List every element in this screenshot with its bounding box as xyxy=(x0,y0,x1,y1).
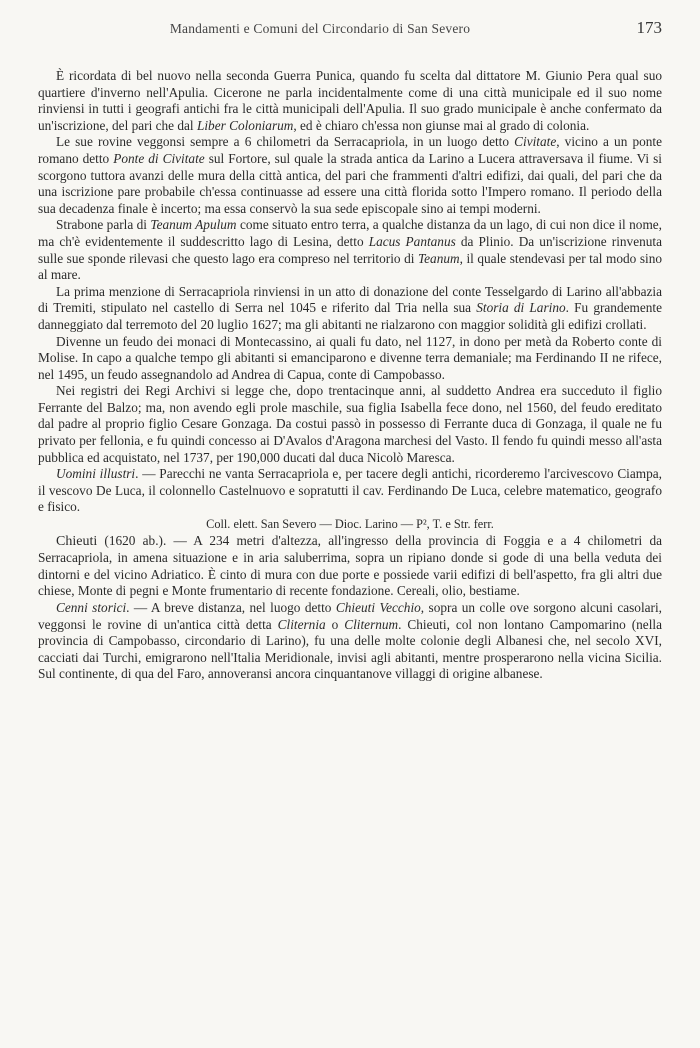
entry-name: Chieuti xyxy=(56,533,98,549)
paragraph: Le sue rovine veggonsi sempre a 6 chilometri da Serracapriola, in un luogo detto Civitate, vicino a un ponte romano detto Ponte di Civitate sul Fortore, sul quale la strada antica da Larino a Lucera attraversava il fiume. Vi si scorgono tuttora avanzi delle mura della città antica, del pari che frammenti d'altri edifizi, dai quali, del pari che da una iscrizione pare probabile ch'essa continuasse ad essere una città florida sotto l'Impero romano. Il periodo della sua decadenza finale è incerto; ma essa conservò la sua sede episcopale sino ai tempi moderni. xyxy=(38,134,663,216)
paragraph: Cenni storici. — A breve distanza, nel luogo detto Chieuti Vecchio, sopra un colle ove sorgono alcuni casolari, veggonsi le rovine di un'antica città detta Cliternia o Cliternum. Chieuti, col non lontano Campomarino (nella provincia di Campobasso, circondario di Larino), fu una delle molte colonie degli Albanesi che, nel secolo XVI, cacciati dai Turchi, emigrarono nell'Italia Meridionale, invisi agli abitanti, mentre prosperarono nella vicina Sicilia. Sul continente, di qua del Faro, annoveransi ancora cinquantanove villaggi di origine albanese. xyxy=(38,600,662,682)
paragraph: La prima menzione di Serracapriola rinviensi in un atto di donazione del conte Tesselgardo di Larino all'abbazia di Tremiti, stipulato nel castello di Serra nel 1045 e riferito dal Tria nella sua Storia di Larino. Fu grandemente danneggiato dal terremoto del 20 luglio 1627; ma gli abitanti ne rialzarono con maggior solidità gli edifizi crollati. xyxy=(38,283,662,332)
italic-place: Teanum Apulum xyxy=(150,217,237,233)
italic-place: Cliternia xyxy=(277,616,326,632)
italic-place: Lacus Pantanus xyxy=(368,233,456,249)
paragraph: Chieuti (1620 ab.). — A 234 metri d'altezza, all'ingresso della provincia di Foggia e a 4 chilometri da Serracapriola, in amena situazione e in aria saluberrima, sopra un ripiano donde si gode di una bella veduta dei dintorni e del vicino Adriatico. È cinto di mura con due porte e possiede varii edifizi di bell'aspetto, fra gli altri due chiese, Monte di pegni e Monte frumentario di recente fondazione. Cereali, olio, bestiame. xyxy=(38,532,662,599)
italic-heading: Uomini illustri xyxy=(56,466,136,482)
electoral-info: Coll. elett. San Severo — Dioc. Larino — P², T. e Str. ferr. xyxy=(206,517,494,532)
paragraph: Strabone parla di Teanum Apulum come situato entro terra, a qualche distanza da un lago, di cui non dice il nome, ma ch'è evidentemente il suddescritto lago di Lesina, detto Lacus Pantanus da Plinio. Da un'iscrizione rinvenuta sulle sue sponde rilevasi che questo lago era compreso nel territorio di Teanum, il quale stendevasi per tal modo sino al mare. xyxy=(38,217,663,283)
page-header xyxy=(38,18,662,42)
paragraph: Uomini illustri. — Parecchi ne vanta Serracapriola e, per tacere degli antichi, ricorderemo l'arcivescovo Ciampa, il vescovo De Luca, il colonnello Castelnuovo e sopratutti il cav. Ferdinando De Luca, celebre matematico, geografo e fisico. xyxy=(38,466,662,515)
italic-title: Storia di Larino xyxy=(476,300,566,316)
italic-place: Cliternum xyxy=(344,616,399,632)
paragraph: È ricordata di bel nuovo nella seconda Guerra Punica, quando fu scelta dal dittatore M. Giunio Pera qual suo quartiere d'inverno nell'Apulia. Cicerone ne parla incidentalmente come di una città municipale ed il suo nome rinviensi in tutti i geografi antichi fra le città municipali dell'Apulia. Il suo grado municipale è anche confermato da un'iscrizione, del pari che dal Liber Coloniarum, ed è chiaro ch'essa non giunse mai al grado di colonia. xyxy=(38,68,662,133)
page-number: 173 xyxy=(636,18,662,37)
body-text xyxy=(38,68,662,683)
italic-place: Civitate xyxy=(514,134,557,150)
entry-chieuti xyxy=(38,533,662,683)
italic-place: Chieuti Vecchio xyxy=(335,600,421,615)
paragraph: Divenne un feudo dei monaci di Montecassino, ai quali fu dato, nel 1127, in dono per metà da Roberto conte di Molise. In capo a qualche tempo gli abitanti si emanciparono e divenne terra demaniale; ma Ferdinando II ne rifece, nel 1495, un feudo assegnandolo ad Andrea di Capua, conte di Campobasso. xyxy=(38,333,662,382)
italic-heading: Cenni storici xyxy=(56,600,127,615)
italic-place: Ponte di Civitate xyxy=(113,150,205,166)
paragraph: Nei registri dei Regi Archivi si legge che, dopo trentacinque anni, al suddetto Andrea era succeduto il figlio Ferrante del Balzo; ma, non avendo egli prole maschile, sua figlia Isabella fece dono, nel 1560, del feudo ereditato dal padre al proprio figlio Cesare Gonzaga. Da costui passò in possesso di Ferrante duca di Gonzaga, il quale ne fu privato per fellonia, e fu quindi concesso ai D'Avalos d'Aragona marchesi del Vasto. Il fendo fu quindi messo all'asta pubblica ed acquistato, nel 1737, per 190,000 ducati dal duca Nicolò Maresca. xyxy=(38,383,662,465)
running-title: Mandamenti e Comuni del Circondario di San Severo xyxy=(169,21,471,36)
italic-place: Teanum xyxy=(417,250,460,266)
italic-title: Liber Coloniarum xyxy=(196,117,294,133)
